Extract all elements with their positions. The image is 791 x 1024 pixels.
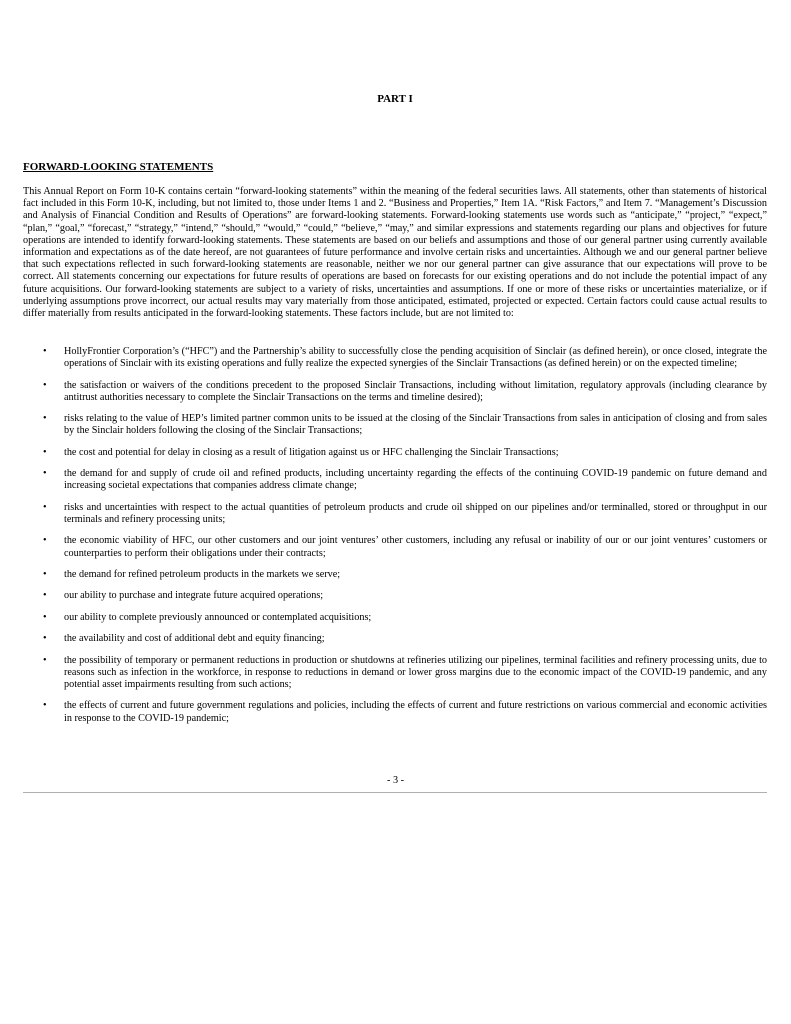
footer-divider [23,792,767,793]
list-item-text: the cost and potential for delay in closing as a result of litigation against us or HFC challenging the Sinclair Transactions; [64,446,559,458]
bullet-icon: • [43,535,47,547]
bullet-icon: • [43,468,47,480]
bullet-icon: • [43,379,47,391]
list-item [23,380,767,404]
list-item-text: the possibility of temporary or permanent reductions in production or shutdowns at refineries utilizing our pipelines, terminal facilities and refinery processing units, due to reasons such as infection in the workforce, in response to reductions in demand or lower gross margins due to the economic impact of the COVID-19 pandemic, and any potential asset impairments resulting from such actions; [64,654,767,690]
list-item-text: the satisfaction or waivers of the conditions precedent to the proposed Sinclair Transactions, including without limitation, regulatory approvals (including clearance by antitrust authorities necessary to complete the Sinclair Transactions on the terms and timeline desired); [64,379,767,403]
risk-factor-list [23,346,767,734]
bullet-icon: • [43,501,47,513]
list-item-text: our ability to purchase and integrate future acquired operations; [64,590,324,602]
list-item [23,700,767,724]
list-item [23,468,767,492]
bullet-icon: • [43,611,47,623]
bullet-icon: • [43,633,47,645]
list-item [23,447,767,459]
list-item-text: risks and uncertainties with respect to the actual quantities of petroleum products and crude oil shipped on our pipelines and/or terminalled, stored or throughput in our terminals and refinery processing units; [64,501,767,525]
list-item [23,535,767,559]
section-heading: FORWARD-LOOKING STATEMENTS [23,161,214,173]
part-title: PART I [377,93,413,105]
list-item [23,346,767,370]
list-item [23,413,767,437]
page-number: - 3 - [387,775,404,786]
list-item-text: the economic viability of HFC, our other customers and our joint ventures’ other customers, including any refusal or inability of our or our joint ventures’ customers or counterparties to perform their obligations under their contracts; [64,535,767,559]
list-item [23,569,767,581]
bullet-icon: • [43,654,47,666]
list-item-text: the demand for and supply of crude oil and refined products, including uncertainty regarding the effects of the continuing COVID-19 pandemic on future demand and increasing societal expectations that companies address climate change; [64,468,767,492]
list-item-text: HollyFrontier Corporation’s (“HFC”) and the Partnership’s ability to successfully close the pending acquisition of Sinclair (as defined herein), or once closed, integrate the operations of Sinclair with its existing operations and fully realize the expected synergies of the Sinclair Transactions (as defined herein) or on the expected timeline; [64,346,767,370]
list-item [23,612,767,624]
list-item-text: risks relating to the value of HEP’s limited partner common units to be issued at the closing of the Sinclair Transactions from sales in anticipation of closing and from sales by the Sinclair holders following the closing of the Sinclair Transactions; [64,413,767,437]
bullet-icon: • [43,590,47,602]
bullet-icon: • [43,413,47,425]
list-item-text: the demand for refined petroleum products in the markets we serve; [64,568,341,580]
list-item [23,590,767,602]
list-item-text: the availability and cost of additional debt and equity financing; [64,633,325,645]
bullet-icon: • [43,568,47,580]
intro-paragraph: This Annual Report on Form 10-K contains certain “forward-looking statements” within the meaning of the federal securities laws. All statements, other than statements of historical fact included in this Form 10-K, including, but not limited to, those under Items 1 and 2. “Business and Properties,” Item 1A. “Risk Factors,” and Item 7. “Management’s Discussion and Analysis of Financial Condition and Results of Operations” are forward-looking statements. Forward-looking statements use words such as “anticipate,” “project,” “expect,” “plan,” “goal,” “forecast,” “strategy,” “intend,” “should,” “would,” “could,” “believe,” “may,” and similar expressions and statements regarding our plans and objectives for future operations are intended to identify forward-looking statements. These statements are based on our beliefs and assumptions and those of our general partner using currently available information and expectations as of the date hereof, are not guarantees of future performance and involve certain risks and uncertainties. Although we and our general partner believe that such expectations reflected in such forward-looking statements are reasonable, neither we nor our general partner can give assurance that our expectations will prove to be correct. All statements concerning our expectations for future results of operations are based on forecasts for our existing operations and do not include the potential impact of any future acquisitions. Our forward-looking statements are subject to a variety of risks, uncertainties and assumptions. If one or more of these risks or uncertainties materialize, or if underlying assumptions prove incorrect, our actual results may vary materially from those anticipated, estimated, projected or expected. Certain factors could cause actual results to differ materially from results anticipated in the forward-looking statements. These factors include, but are not limited to: [23,186,767,320]
list-item [23,502,767,526]
list-item-text: our ability to complete previously announced or contemplated acquisitions; [64,611,372,623]
list-item-text: the effects of current and future government regulations and policies, including the effects of current and future restrictions on various commercial and economic activities in response to the COVID-19 pandemic; [64,700,767,724]
bullet-icon: • [43,346,47,357]
bullet-icon: • [43,700,47,712]
list-item [23,633,767,645]
list-item [23,655,767,692]
bullet-icon: • [43,446,47,458]
